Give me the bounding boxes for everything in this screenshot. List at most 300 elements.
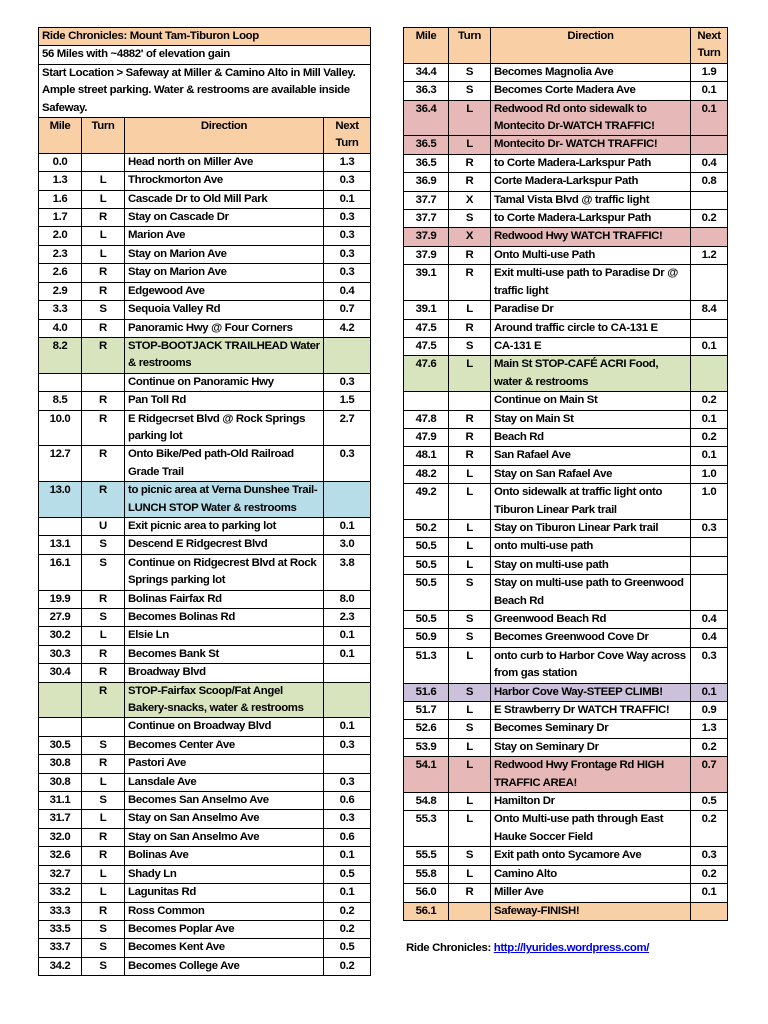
turn-cell: L <box>449 738 491 756</box>
direction-cell: Stay on San Anselmo Ave <box>125 810 324 828</box>
turn-cell: R <box>449 884 491 902</box>
next-turn-cell: 0.6 <box>324 828 371 846</box>
turn-cell: R <box>82 392 125 410</box>
mile-cell: 37.9 <box>404 246 449 264</box>
turn-cell: S <box>82 920 125 938</box>
mile-cell: 49.2 <box>404 484 449 520</box>
cue-row <box>404 447 728 465</box>
next-turn-cell: 3.8 <box>324 554 371 590</box>
direction-cell: Becomes Center Ave <box>125 736 324 754</box>
turn-cell: L <box>449 865 491 883</box>
direction-cell: Miller Ave <box>491 884 691 902</box>
mile-cell: 32.6 <box>39 847 82 865</box>
direction-cell: Onto Multi-use path through East Hauke Soccer Field <box>491 811 691 847</box>
direction-cell: Becomes Kent Ave <box>125 939 324 957</box>
turn-cell: S <box>449 847 491 865</box>
cue-row <box>39 902 371 920</box>
direction-cell: Head north on Miller Ave <box>125 153 324 171</box>
next-turn-cell: 0.1 <box>691 884 728 902</box>
direction-cell: Camino Alto <box>491 865 691 883</box>
mile-cell: 51.3 <box>404 647 449 683</box>
next-turn-cell: 0.1 <box>324 517 371 535</box>
direction-cell: Edgewood Ave <box>125 282 324 300</box>
cue-row <box>39 865 371 883</box>
mile-cell: 19.9 <box>39 590 82 608</box>
direction-cell: Elsie Ln <box>125 627 324 645</box>
direction-cell: Lagunitas Rd <box>125 884 324 902</box>
turn-cell <box>449 392 491 410</box>
cue-row <box>404 884 728 902</box>
next-turn-cell: 0.3 <box>324 373 371 391</box>
next-turn-cell <box>691 319 728 337</box>
next-turn-cell: 0.2 <box>691 865 728 883</box>
direction-cell: Pastori Ave <box>125 755 324 773</box>
next-turn-cell: 0.5 <box>324 865 371 883</box>
direction-cell: Stay on Main St <box>491 410 691 428</box>
mile-cell: 36.9 <box>404 173 449 191</box>
next-turn-cell: 0.3 <box>691 519 728 537</box>
next-turn-cell: 0.7 <box>691 757 728 793</box>
mile-cell: 30.3 <box>39 645 82 663</box>
direction-cell: Beach Rd <box>491 428 691 446</box>
cue-row <box>404 556 728 574</box>
turn-cell: L <box>82 810 125 828</box>
mile-cell: 30.8 <box>39 773 82 791</box>
mile-cell: 56.1 <box>404 902 449 920</box>
direction-cell: Panoramic Hwy @ Four Corners <box>125 319 324 337</box>
direction-cell: Redwood Hwy WATCH TRAFFIC! <box>491 228 691 246</box>
cue-row <box>404 210 728 228</box>
turn-cell: R <box>449 265 491 301</box>
turn-cell: R <box>82 319 125 337</box>
next-turn-cell: 0.2 <box>324 920 371 938</box>
turn-cell: L <box>449 301 491 319</box>
turn-cell: R <box>82 410 125 446</box>
direction-cell: Bolinas Ave <box>125 847 324 865</box>
next-turn-cell: 0.3 <box>324 264 371 282</box>
mile-cell: 52.6 <box>404 720 449 738</box>
direction-cell: Becomes San Anselmo Ave <box>125 792 324 810</box>
mile-cell: 47.5 <box>404 319 449 337</box>
turn-cell: X <box>449 191 491 209</box>
next-turn-cell: 0.2 <box>691 738 728 756</box>
next-turn-cell: 0.2 <box>324 957 371 975</box>
direction-cell: Descend E Ridgecrest Blvd <box>125 536 324 554</box>
mile-cell <box>39 517 82 535</box>
cue-row <box>404 902 728 920</box>
next-turn-cell: 0.1 <box>691 337 728 355</box>
mile-cell: 36.3 <box>404 82 449 100</box>
turn-cell <box>82 718 125 736</box>
mile-cell: 33.5 <box>39 920 82 938</box>
footer-label: Ride Chronicles: <box>406 942 494 954</box>
turn-cell: L <box>449 465 491 483</box>
cue-row <box>39 264 371 282</box>
cue-row <box>39 410 371 446</box>
cue-row <box>39 627 371 645</box>
direction-cell: Stay on Seminary Dr <box>491 738 691 756</box>
next-turn-cell <box>691 228 728 246</box>
mile-cell: 51.6 <box>404 683 449 701</box>
direction-cell: Ross Common <box>125 902 324 920</box>
mile-cell: 2.0 <box>39 227 82 245</box>
cue-row <box>39 301 371 319</box>
column-header-row <box>404 28 728 64</box>
turn-cell: S <box>449 82 491 100</box>
mile-cell: 47.5 <box>404 337 449 355</box>
next-turn-cell: 2.7 <box>324 410 371 446</box>
cue-row <box>39 939 371 957</box>
next-turn-cell <box>691 136 728 154</box>
turn-cell: L <box>82 245 125 263</box>
col-direction: Direction <box>125 118 324 154</box>
direction-cell: Becomes Poplar Ave <box>125 920 324 938</box>
cue-row <box>404 702 728 720</box>
blog-link[interactable]: http://lyurides.wordpress.com/ <box>493 942 650 954</box>
next-turn-cell: 0.8 <box>691 173 728 191</box>
next-turn-cell: 0.1 <box>691 100 728 136</box>
turn-cell: R <box>449 154 491 172</box>
ride-title: Ride Chronicles: Mount Tam-Tiburon Loop <box>39 28 371 46</box>
next-turn-cell: 0.4 <box>324 282 371 300</box>
cue-row <box>39 792 371 810</box>
turn-cell: L <box>82 773 125 791</box>
direction-cell: Throckmorton Ave <box>125 172 324 190</box>
direction-cell: Marion Ave <box>125 227 324 245</box>
next-turn-cell: 0.3 <box>324 227 371 245</box>
direction-cell: Broadway Blvd <box>125 664 324 682</box>
cue-row <box>39 373 371 391</box>
direction-cell: Around traffic circle to CA-131 E <box>491 319 691 337</box>
cue-row <box>404 465 728 483</box>
direction-cell: Continue on Broadway Blvd <box>125 718 324 736</box>
mile-cell <box>404 392 449 410</box>
next-turn-cell: 0.2 <box>691 811 728 847</box>
direction-cell: Stay on Tiburon Linear Park trail <box>491 519 691 537</box>
next-turn-cell: 0.2 <box>691 428 728 446</box>
cue-row <box>404 319 728 337</box>
turn-cell: X <box>449 228 491 246</box>
footer <box>406 942 649 954</box>
next-turn-cell <box>691 556 728 574</box>
cue-row <box>404 173 728 191</box>
mile-cell: 2.3 <box>39 245 82 263</box>
mile-cell: 50.2 <box>404 519 449 537</box>
turn-cell: L <box>449 556 491 574</box>
turn-cell: R <box>82 902 125 920</box>
turn-cell: R <box>82 337 125 373</box>
col-mile: Mile <box>39 118 82 154</box>
direction-cell: Greenwood Beach Rd <box>491 611 691 629</box>
turn-cell: L <box>449 757 491 793</box>
turn-cell: S <box>449 629 491 647</box>
cue-row <box>404 265 728 301</box>
direction-cell: Safeway-FINISH! <box>491 902 691 920</box>
direction-cell: onto curb to Harbor Cove Way across from gas station <box>491 647 691 683</box>
turn-cell <box>82 153 125 171</box>
mile-cell: 16.1 <box>39 554 82 590</box>
mile-cell: 39.1 <box>404 265 449 301</box>
ride-distance: 56 Miles with ~4882' of elevation gain <box>39 46 371 64</box>
turn-cell: S <box>82 736 125 754</box>
cue-row <box>39 736 371 754</box>
cue-row <box>404 136 728 154</box>
turn-cell: S <box>449 720 491 738</box>
turn-cell: L <box>82 190 125 208</box>
cue-row <box>404 629 728 647</box>
mile-cell: 32.0 <box>39 828 82 846</box>
next-turn-cell: 0.1 <box>324 190 371 208</box>
turn-cell: S <box>82 939 125 957</box>
turn-cell: S <box>82 792 125 810</box>
cue-row <box>39 517 371 535</box>
mile-cell: 50.5 <box>404 538 449 556</box>
turn-cell: L <box>449 793 491 811</box>
mile-cell: 37.9 <box>404 228 449 246</box>
turn-cell: L <box>82 865 125 883</box>
direction-cell: Stay on San Anselmo Ave <box>125 828 324 846</box>
next-turn-cell: 0.3 <box>691 847 728 865</box>
direction-cell: Sequoia Valley Rd <box>125 301 324 319</box>
mile-cell: 30.5 <box>39 736 82 754</box>
next-turn-cell <box>324 682 371 718</box>
turn-cell: L <box>82 627 125 645</box>
cue-row <box>39 810 371 828</box>
cue-row <box>404 647 728 683</box>
direction-cell: Continue on Panoramic Hwy <box>125 373 324 391</box>
direction-cell: Pan Toll Rd <box>125 392 324 410</box>
mile-cell: 39.1 <box>404 301 449 319</box>
next-turn-cell <box>691 265 728 301</box>
mile-cell: 47.6 <box>404 356 449 392</box>
cue-row <box>39 245 371 263</box>
cue-row <box>39 282 371 300</box>
next-turn-cell: 0.1 <box>691 683 728 701</box>
turn-cell: R <box>82 828 125 846</box>
mile-cell: 50.5 <box>404 556 449 574</box>
next-turn-cell: 3.0 <box>324 536 371 554</box>
direction-cell: Stay on Cascade Dr <box>125 209 324 227</box>
turn-cell: L <box>82 227 125 245</box>
col-turn: Turn <box>449 28 491 64</box>
turn-cell: L <box>449 519 491 537</box>
direction-cell: Stay on Marion Ave <box>125 264 324 282</box>
cue-row <box>404 356 728 392</box>
next-turn-cell: 0.1 <box>691 82 728 100</box>
direction-cell: Exit multi-use path to Paradise Dr @ traffic light <box>491 265 691 301</box>
turn-cell: S <box>449 683 491 701</box>
turn-cell: S <box>82 536 125 554</box>
cue-row <box>39 957 371 975</box>
next-turn-cell: 0.1 <box>324 718 371 736</box>
direction-cell: STOP-BOOTJACK TRAILHEAD Water & restrooms <box>125 337 324 373</box>
direction-cell: Corte Madera-Larkspur Path <box>491 173 691 191</box>
col-turn: Turn <box>82 118 125 154</box>
mile-cell: 54.1 <box>404 757 449 793</box>
mile-cell <box>39 682 82 718</box>
cue-row <box>39 920 371 938</box>
direction-cell: Becomes Magnolia Ave <box>491 63 691 81</box>
cue-row <box>404 611 728 629</box>
mile-cell: 47.8 <box>404 410 449 428</box>
next-turn-cell: 0.2 <box>691 210 728 228</box>
cue-row <box>404 865 728 883</box>
direction-cell: Stay on San Rafael Ave <box>491 465 691 483</box>
mile-cell: 51.7 <box>404 702 449 720</box>
mile-cell: 0.0 <box>39 153 82 171</box>
next-turn-cell <box>324 664 371 682</box>
mile-cell: 30.4 <box>39 664 82 682</box>
direction-cell: Harbor Cove Way-STEEP CLIMB! <box>491 683 691 701</box>
cue-row <box>39 172 371 190</box>
next-turn-cell: 0.2 <box>324 902 371 920</box>
turn-cell: U <box>82 517 125 535</box>
mile-cell: 50.5 <box>404 575 449 611</box>
cue-row <box>39 554 371 590</box>
cue-row <box>404 575 728 611</box>
next-turn-cell: 1.2 <box>691 246 728 264</box>
cue-row <box>39 755 371 773</box>
turn-cell: S <box>449 611 491 629</box>
direction-cell: Montecito Dr- WATCH TRAFFIC! <box>491 136 691 154</box>
mile-cell: 33.3 <box>39 902 82 920</box>
cue-row <box>404 228 728 246</box>
turn-cell: L <box>449 702 491 720</box>
cue-row <box>404 428 728 446</box>
next-turn-cell: 0.1 <box>324 847 371 865</box>
direction-cell: Redwood Hwy Frontage Rd HIGH TRAFFIC AREA! <box>491 757 691 793</box>
cue-row <box>404 301 728 319</box>
turn-cell: R <box>82 847 125 865</box>
next-turn-cell: 2.3 <box>324 609 371 627</box>
cue-row <box>404 246 728 264</box>
start-row <box>39 64 371 117</box>
direction-cell: CA-131 E <box>491 337 691 355</box>
turn-cell: R <box>449 319 491 337</box>
turn-cell: S <box>449 63 491 81</box>
mile-cell: 8.5 <box>39 392 82 410</box>
mile-cell: 30.2 <box>39 627 82 645</box>
direction-cell: Stay on multi-use path to Greenwood Beach Rd <box>491 575 691 611</box>
mile-cell: 13.0 <box>39 482 82 518</box>
next-turn-cell: 1.0 <box>691 484 728 520</box>
next-turn-cell: 1.9 <box>691 63 728 81</box>
direction-cell: Stay on multi-use path <box>491 556 691 574</box>
mile-cell: 33.2 <box>39 884 82 902</box>
turn-cell: R <box>82 482 125 518</box>
next-turn-cell <box>691 575 728 611</box>
direction-cell: to Corte Madera-Larkspur Path <box>491 154 691 172</box>
col-mile: Mile <box>404 28 449 64</box>
direction-cell: Shady Ln <box>125 865 324 883</box>
mile-cell: 31.1 <box>39 792 82 810</box>
column-header-row <box>39 118 371 154</box>
direction-cell: Paradise Dr <box>491 301 691 319</box>
cue-row <box>39 847 371 865</box>
next-turn-cell: 0.1 <box>691 410 728 428</box>
next-turn-cell <box>691 538 728 556</box>
next-turn-cell <box>691 356 728 392</box>
direction-cell: onto multi-use path <box>491 538 691 556</box>
next-turn-cell: 1.0 <box>691 465 728 483</box>
mile-cell: 56.0 <box>404 884 449 902</box>
cue-row <box>404 538 728 556</box>
next-turn-cell <box>324 482 371 518</box>
turn-cell <box>82 373 125 391</box>
cue-row <box>39 828 371 846</box>
direction-cell: Redwood Rd onto sidewalk to Montecito Dr-WATCH TRAFFIC! <box>491 100 691 136</box>
title-row <box>39 28 371 46</box>
distance-row <box>39 46 371 64</box>
turn-cell: S <box>449 210 491 228</box>
next-turn-cell: 0.5 <box>324 939 371 957</box>
mile-cell: 13.1 <box>39 536 82 554</box>
cue-row <box>404 793 728 811</box>
direction-cell: Becomes Seminary Dr <box>491 720 691 738</box>
turn-cell: R <box>449 428 491 446</box>
turn-cell: S <box>82 301 125 319</box>
mile-cell: 47.9 <box>404 428 449 446</box>
mile-cell: 50.9 <box>404 629 449 647</box>
turn-cell: R <box>82 446 125 482</box>
direction-cell: Onto Bike/Ped path-Old Railroad Grade Trail <box>125 446 324 482</box>
next-turn-cell: 0.1 <box>324 884 371 902</box>
mile-cell: 54.8 <box>404 793 449 811</box>
direction-cell: Exit path onto Sycamore Ave <box>491 847 691 865</box>
cue-row <box>404 738 728 756</box>
next-turn-cell: 0.1 <box>324 627 371 645</box>
direction-cell: Becomes Greenwood Cove Dr <box>491 629 691 647</box>
turn-cell: S <box>82 609 125 627</box>
cue-row <box>404 100 728 136</box>
next-turn-cell: 0.7 <box>324 301 371 319</box>
direction-cell: Bolinas Fairfax Rd <box>125 590 324 608</box>
direction-cell: Becomes Bank St <box>125 645 324 663</box>
turn-cell: R <box>82 755 125 773</box>
mile-cell: 10.0 <box>39 410 82 446</box>
next-turn-cell: 0.3 <box>324 172 371 190</box>
cue-row <box>404 757 728 793</box>
next-turn-cell: 0.5 <box>691 793 728 811</box>
next-turn-cell: 8.0 <box>324 590 371 608</box>
next-turn-cell: 4.2 <box>324 319 371 337</box>
cue-sheet-left <box>38 27 371 976</box>
turn-cell: L <box>449 136 491 154</box>
turn-cell: S <box>449 337 491 355</box>
direction-cell: Continue on Main St <box>491 392 691 410</box>
direction-cell: San Rafael Ave <box>491 447 691 465</box>
next-turn-cell: 0.9 <box>691 702 728 720</box>
next-turn-cell: 1.3 <box>324 153 371 171</box>
next-turn-cell: 1.3 <box>691 720 728 738</box>
direction-cell: Cascade Dr to Old Mill Park <box>125 190 324 208</box>
turn-cell: S <box>82 554 125 590</box>
cue-row <box>39 884 371 902</box>
col-next-turn: Next Turn <box>324 118 371 154</box>
cue-sheet-right <box>403 27 728 921</box>
mile-cell: 55.5 <box>404 847 449 865</box>
turn-cell: L <box>449 100 491 136</box>
next-turn-cell: 0.3 <box>324 209 371 227</box>
next-turn-cell: 0.4 <box>691 629 728 647</box>
turn-cell: R <box>82 264 125 282</box>
direction-cell: Becomes Corte Madera Ave <box>491 82 691 100</box>
mile-cell: 36.4 <box>404 100 449 136</box>
next-turn-cell: 0.1 <box>691 447 728 465</box>
turn-cell: L <box>449 647 491 683</box>
mile-cell: 48.1 <box>404 447 449 465</box>
mile-cell: 12.7 <box>39 446 82 482</box>
